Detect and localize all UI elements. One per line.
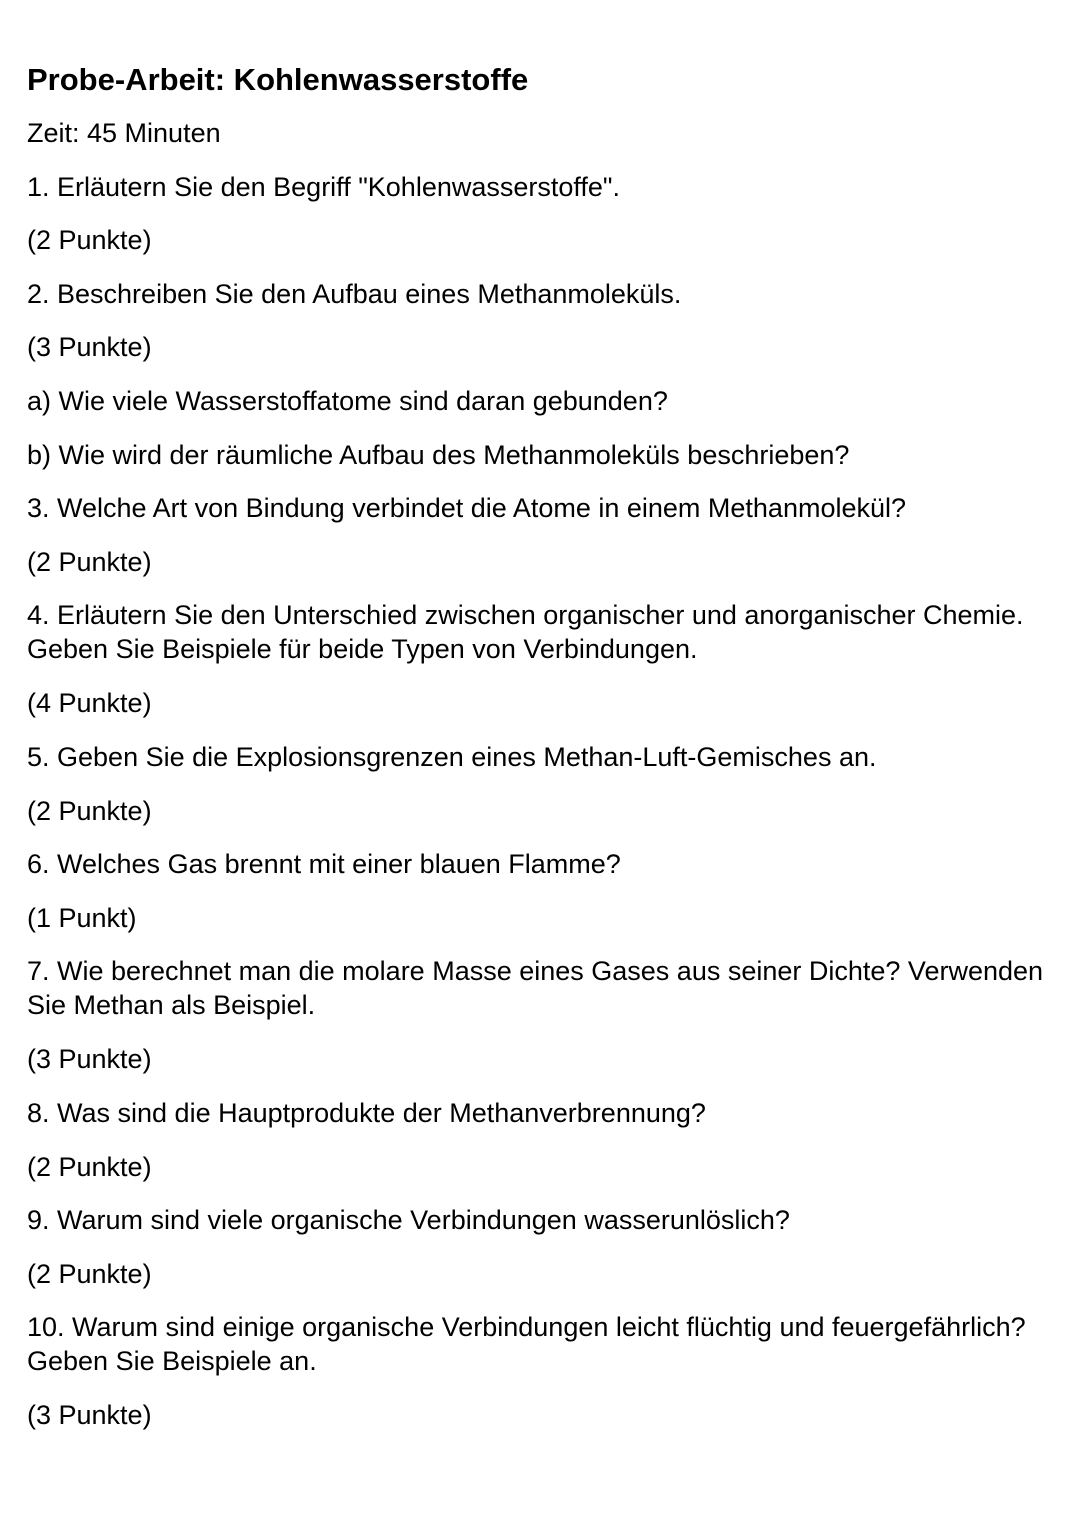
question-1: 1. Erläutern Sie den Begriff "Kohlenwasserstoffe".	[27, 171, 621, 202]
points-5: (2 Punkte)	[27, 795, 152, 826]
points-9: (2 Punkte)	[27, 1258, 152, 1289]
points-6: (1 Punkt)	[27, 902, 137, 933]
question-8: 8. Was sind die Hauptprodukte der Methanverbrennung?	[27, 1097, 706, 1128]
question-2: 2. Beschreiben Sie den Aufbau eines Methanmoleküls.	[27, 278, 682, 309]
time-limit: Zeit: 45 Minuten	[27, 118, 221, 148]
question-6: 6. Welches Gas brennt mit einer blauen Flamme?	[27, 849, 621, 880]
exam-title: Probe-Arbeit: Kohlenwasserstoffe	[27, 62, 529, 97]
question-4: 4. Erläutern Sie den Unterschied zwischen organischer und anorganischer Chemie. Geben Sie Beispiele für beide Typen von Verbindungen.	[27, 600, 1024, 665]
points-1: (2 Punkte)	[27, 225, 152, 256]
question-7: 7. Wie berechnet man die molare Masse eines Gases aus seiner Dichte? Verwenden Sie Methan als Beispiel.	[27, 956, 1044, 1021]
question-2b: b) Wie wird der räumliche Aufbau des Methanmoleküls beschrieben?	[27, 439, 850, 470]
points-2: (3 Punkte)	[27, 332, 152, 363]
points-4: (4 Punkte)	[27, 688, 152, 719]
question-5: 5. Geben Sie die Explosionsgrenzen eines Methan-Luft-Gemisches an.	[27, 741, 877, 772]
points-8: (2 Punkte)	[27, 1151, 152, 1182]
points-3: (2 Punkte)	[27, 546, 152, 577]
exam-sheet	[27, 60, 1047, 1452]
points-7: (3 Punkte)	[27, 1044, 152, 1075]
question-10: 10. Warum sind einige organische Verbindungen leicht flüchtig und feuergefährlich? Geben Sie Beispiele an.	[27, 1312, 1026, 1377]
question-3: 3. Welche Art von Bindung verbindet die Atome in einem Methanmolekül?	[27, 493, 907, 524]
question-2a: a) Wie viele Wasserstoffatome sind daran gebunden?	[27, 385, 668, 416]
points-10: (3 Punkte)	[27, 1400, 152, 1431]
question-9: 9. Warum sind viele organische Verbindungen wasserunlöslich?	[27, 1205, 790, 1236]
